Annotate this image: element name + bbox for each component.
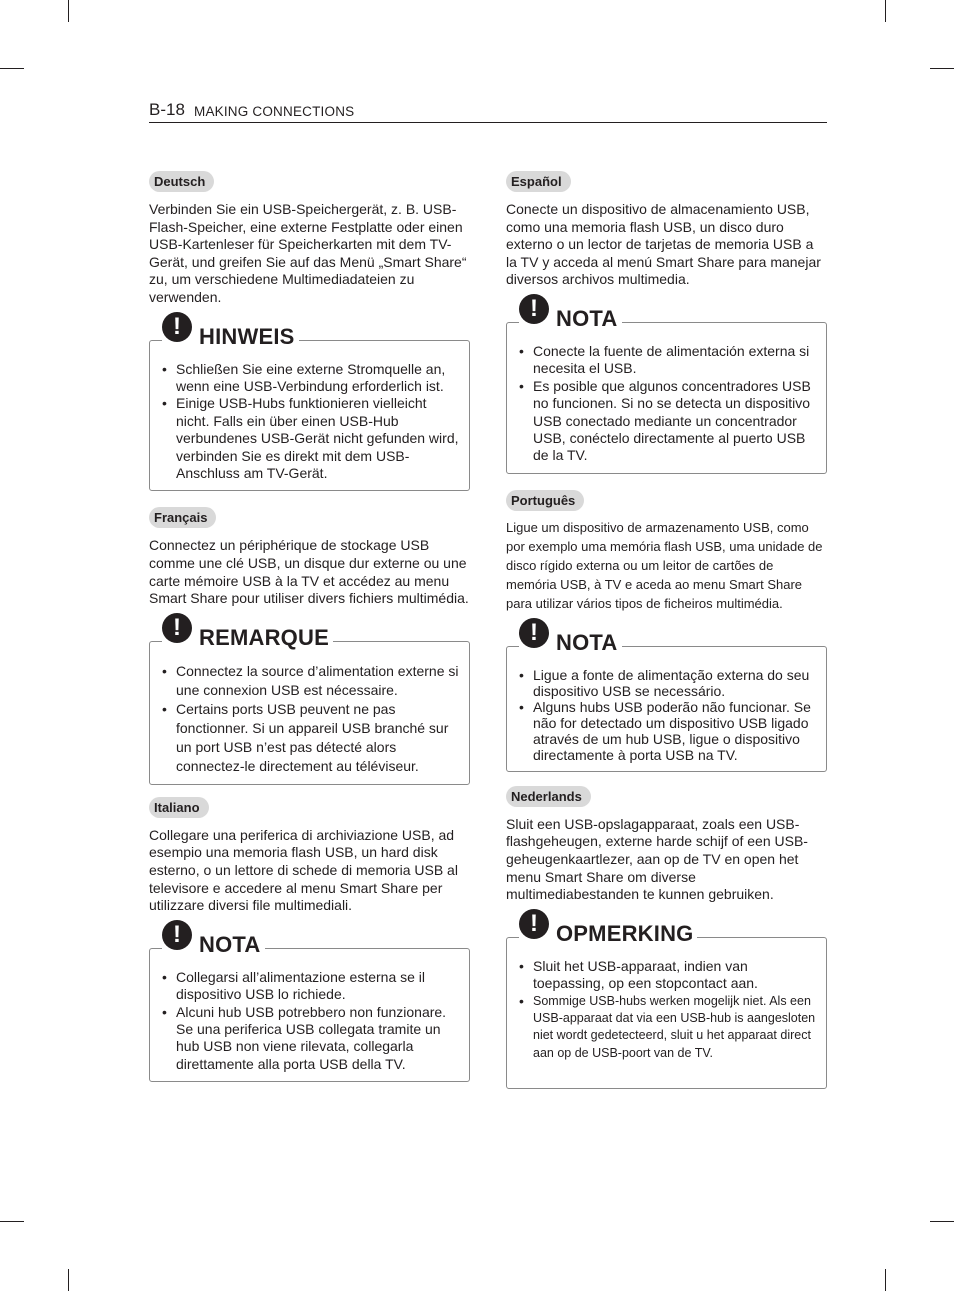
language-tag: Nederlands (506, 786, 591, 807)
right-column (506, 171, 827, 1089)
note-header (519, 909, 697, 947)
exclamation-icon: ! (162, 312, 192, 342)
crop-mark (930, 1221, 954, 1222)
note-box (506, 909, 827, 1089)
section-paragraph: Collegare una periferica di archiviazione USB, ad esempio una memoria flash USB, un hard disk esterno, o un lettore di schede di memoria USB al televisore e accedere al menu Smart Share per utilizzare diversi file multimediali. (149, 826, 458, 914)
note-list (162, 361, 459, 483)
note-box (506, 294, 827, 474)
note-header (162, 920, 265, 958)
note-item: • Sluit het USB-apparaat, indien van toepassing, op een stopcontact aan. (519, 958, 816, 993)
language-section-portugues (506, 490, 827, 772)
note-title: REMARQUE (199, 624, 329, 650)
crop-mark (68, 1269, 69, 1291)
language-tag: Español (506, 171, 571, 192)
crop-mark (885, 0, 886, 22)
note-item: • Alguns hubs USB poderão não funcionar. Se não for detectado um dispositivo USB ligado através de um hub USB, ligue o dispositivo directamente à porta USB na TV. (519, 699, 816, 763)
note-list (519, 958, 816, 1080)
exclamation-icon: ! (519, 294, 549, 324)
note-title: NOTA (556, 305, 618, 331)
language-tag: Italiano (149, 797, 209, 818)
note-list (162, 662, 459, 776)
exclamation-icon: ! (162, 613, 192, 643)
note-header (519, 618, 622, 656)
note-box (506, 618, 827, 772)
note-title: NOTA (556, 629, 618, 655)
section-paragraph: Conecte un dispositivo de almacenamiento USB, como una memoria flash USB, un disco duro externo o un lector de tarjetas de memoria USB a la TV y acceda al menú Smart Share para manejar diversos archivos multimedia. (506, 201, 821, 288)
note-header (519, 294, 622, 332)
note-item: • Es posible que algunos concentradores USB no funcionen. Si no se detecta un dispositivo USB conectado mediante un concentrador USB, conéctelo directamente al puerto USB de la TV. (519, 378, 816, 465)
note-item: • Schließen Sie eine externe Stromquelle an, wenn eine USB-Verbindung erforderlich ist. (162, 361, 459, 396)
note-box (149, 920, 470, 1082)
crop-mark (930, 68, 954, 69)
note-item: • Sommige USB-hubs werken mogelijk niet. Als een USB-apparaat dat via een USB-hub is aangesloten niet wordt gedetecteerd, sluit u het apparaat direct aan op de USB-poort van de TV. (519, 993, 816, 1063)
section-paragraph: Connectez un périphérique de stockage USB comme une clé USB, un disque dur externe ou une carte mémoire USB à la TV et accédez au menu Smart Share pour utiliser divers fichiers multimédia. (149, 537, 469, 607)
note-item: • Ligue a fonte de alimentação externa do seu dispositivo USB se necessário. (519, 667, 816, 699)
language-section-deutsch (149, 171, 470, 491)
crop-mark (68, 0, 69, 22)
note-title: OPMERKING (556, 920, 694, 946)
page-number: B-18 (149, 100, 185, 119)
note-header (162, 312, 299, 350)
note-list (162, 969, 459, 1073)
crop-mark (885, 1269, 886, 1291)
note-list (519, 667, 816, 763)
language-section-nederlands (506, 786, 827, 1089)
exclamation-icon: ! (519, 618, 549, 648)
section-paragraph: Ligue um dispositivo de armazenamento USB, como por exemplo uma memória flash USB, uma unidade de disco rígido externa ou um leitor de cartões de memória USB, à TV e aceda ao menu Smart Share para utilizar vários tipos de ficheiros multimédia. (506, 519, 823, 611)
language-tag: Français (149, 507, 216, 528)
exclamation-icon: ! (519, 909, 549, 939)
note-item: • Einige USB-Hubs funktionieren vielleicht nicht. Falls ein über einen USB-Hub verbundenes USB-Gerät nicht gefunden wird, verbinden Sie es direkt mit dem USB-Anschluss am TV-Gerät. (162, 395, 459, 482)
note-item: • Connectez la source d’alimentation externe si une connexion USB est nécessaire. (162, 662, 459, 700)
language-section-espanol (506, 171, 827, 474)
language-section-francais (149, 507, 470, 784)
crop-mark (0, 1221, 24, 1222)
note-box (149, 613, 470, 785)
language-tag: Português (506, 490, 584, 511)
note-header (162, 613, 333, 651)
note-item: • Alcuni hub USB potrebbero non funzionare. Se una periferica USB collegata tramite un hub USB non viene rilevata, collegarla direttamente alla porta USB della TV. (162, 1004, 459, 1074)
note-box (149, 312, 470, 492)
note-title: HINWEIS (199, 323, 295, 349)
exclamation-icon: ! (162, 920, 192, 950)
note-item: • Collegarsi all’alimentazione esterna se il dispositivo USB lo richiede. (162, 969, 459, 1004)
section-paragraph: Verbinden Sie ein USB-Speichergerät, z. B. USB-Flash-Speicher, eine externe Festplatte oder einen USB-Kartenleser für Speicherkarten mit dem TV-Gerät, und greifen Sie auf das Menü „Smart Share“ zu, um verschiedene Multimediadateien zu verwenden. (149, 201, 467, 305)
page-header (149, 100, 827, 123)
note-list (519, 343, 816, 465)
section-title: MAKING CONNECTIONS (194, 104, 355, 119)
left-column (149, 171, 470, 1082)
language-tag: Deutsch (149, 171, 214, 192)
note-item: • Certains ports USB peuvent ne pas fonctionner. Si un appareil USB branché sur un port USB n’est pas détecté alors connectez-le directement au téléviseur. (162, 700, 459, 776)
note-title: NOTA (199, 931, 261, 957)
crop-mark (0, 68, 24, 69)
section-paragraph: Sluit een USB-opslagapparaat, zoals een USB-flashgeheugen, externe harde schijf of een USB-geheugenkaartlezer, aan op de TV en open het menu Smart Share om diverse multimediabestanden te kunnen gebruiken. (506, 815, 808, 903)
language-section-italiano (149, 797, 470, 1082)
note-item: • Conecte la fuente de alimentación externa si necesita el USB. (519, 343, 816, 378)
